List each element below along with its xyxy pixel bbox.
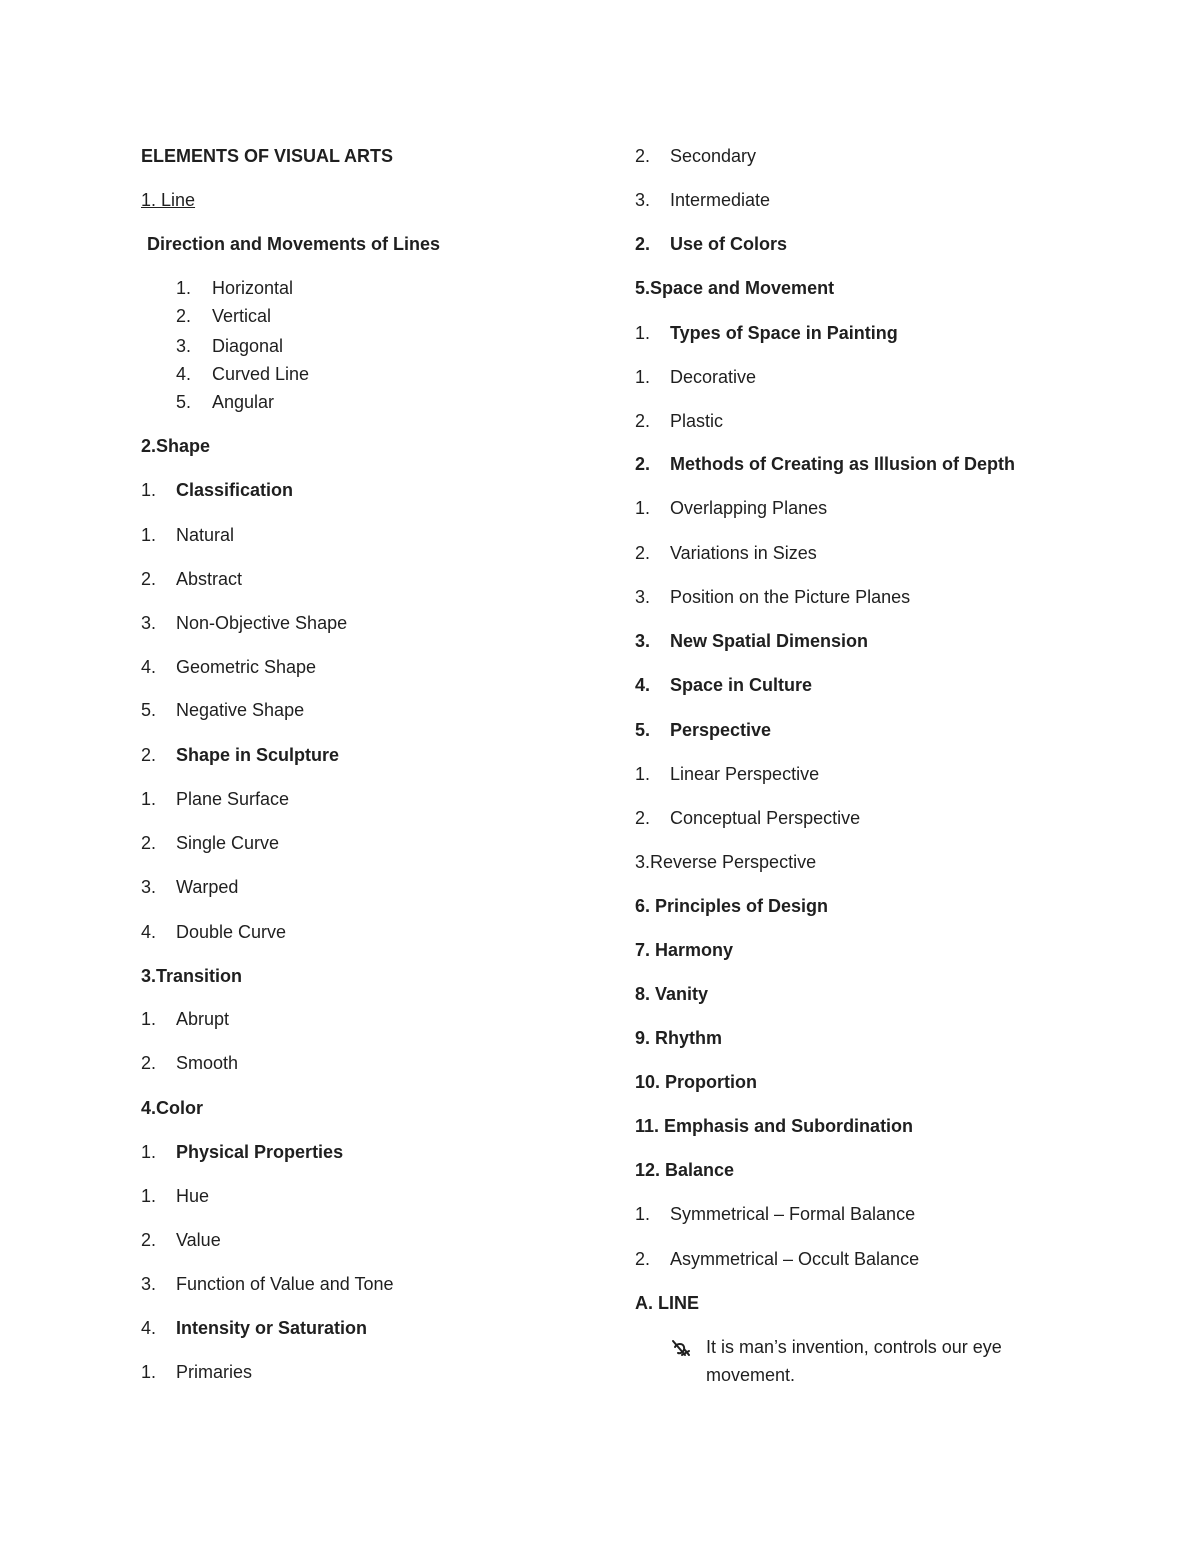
list-item: 1. Symmetrical – Formal Balance [635, 1204, 916, 1224]
list-item: 4. Curved Line [176, 364, 310, 384]
reverse-perspective: 3.Reverse Perspective [635, 852, 817, 872]
list-item: 3. Function of Value and Tone [141, 1274, 394, 1294]
list-item: 5. Negative Shape [141, 700, 305, 720]
list-item: 4. Geometric Shape [141, 657, 317, 677]
list-item: 2. Value [141, 1230, 221, 1250]
list-item: 3. Diagonal [176, 336, 284, 356]
spatial-dimension-heading: 3. New Spatial Dimension [635, 631, 869, 651]
list-item: 2. Secondary [635, 146, 757, 166]
list-item: 2. Variations in Sizes [635, 543, 817, 563]
sculpture-heading: 2. Shape in Sculpture [141, 745, 340, 765]
list-item: 3. Warped [141, 877, 239, 897]
a-line-heading: A. LINE [635, 1293, 700, 1313]
list-item: 1. Natural [141, 525, 235, 545]
transition-heading: 3.Transition [141, 966, 243, 986]
physical-properties-heading: 1. Physical Properties [141, 1142, 344, 1162]
space-heading: 5.Space and Movement [635, 278, 835, 298]
list-item: 1. Linear Perspective [635, 764, 820, 784]
list-item: 1. Decorative [635, 367, 757, 387]
proportion-heading: 10. Proportion [635, 1072, 758, 1092]
classification-heading: 1. Classification [141, 480, 294, 500]
intensity-heading: 4. Intensity or Saturation [141, 1318, 368, 1338]
vanity-heading: 8. Vanity [635, 984, 709, 1004]
space-in-culture-heading: 4. Space in Culture [635, 675, 813, 695]
document-title: ELEMENTS OF VISUAL ARTS [141, 146, 394, 166]
list-item: 2. Asymmetrical – Occult Balance [635, 1249, 920, 1269]
use-of-colors-heading: 2. Use of Colors [635, 234, 788, 254]
harmony-heading: 7. Harmony [635, 940, 734, 960]
list-item: 1. Overlapping Planes [635, 498, 828, 518]
shape-heading: 2.Shape [141, 436, 211, 456]
color-heading: 4.Color [141, 1098, 204, 1118]
list-item: 5. Angular [176, 392, 275, 412]
list-item: 1. Plane Surface [141, 789, 290, 809]
list-item: 1. Hue [141, 1186, 210, 1206]
types-of-space-heading: 1. Types of Space in Painting [635, 323, 898, 343]
perspective-heading: 5. Perspective [635, 720, 772, 740]
bullet-glyph-icon [670, 1338, 692, 1360]
list-item: 1. Horizontal [176, 278, 294, 298]
bullet-text-line1: It is man’s invention, controls our eye [706, 1337, 1002, 1357]
list-item: 3. Non-Objective Shape [141, 613, 348, 633]
bullet-text-line2: movement. [706, 1365, 796, 1385]
rhythm-heading: 9. Rhythm [635, 1028, 723, 1048]
emphasis-heading: 11. Emphasis and Subordination [635, 1116, 914, 1136]
list-item: 3. Position on the Picture Planes [635, 587, 911, 607]
list-item: 2. Vertical [176, 306, 272, 326]
list-item: 2. Single Curve [141, 833, 280, 853]
list-item: 1. Abrupt [141, 1009, 230, 1029]
direction-heading: Direction and Movements of Lines [147, 234, 441, 254]
list-item: 2. Smooth [141, 1053, 239, 1073]
methods-heading: 2. Methods of Creating as Illusion of Depth [635, 454, 1016, 474]
balance-heading: 12. Balance [635, 1160, 735, 1180]
principles-heading: 6. Principles of Design [635, 896, 829, 916]
list-item: 1. Primaries [141, 1362, 253, 1382]
section-line-heading: 1. Line [141, 190, 196, 210]
bullet-paragraph [670, 1336, 1002, 1358]
list-item: 2. Plastic [635, 411, 724, 431]
list-item: 3. Intermediate [635, 190, 771, 210]
list-item: 2. Conceptual Perspective [635, 808, 861, 828]
list-item: 2. Abstract [141, 569, 243, 589]
list-item: 4. Double Curve [141, 922, 287, 942]
